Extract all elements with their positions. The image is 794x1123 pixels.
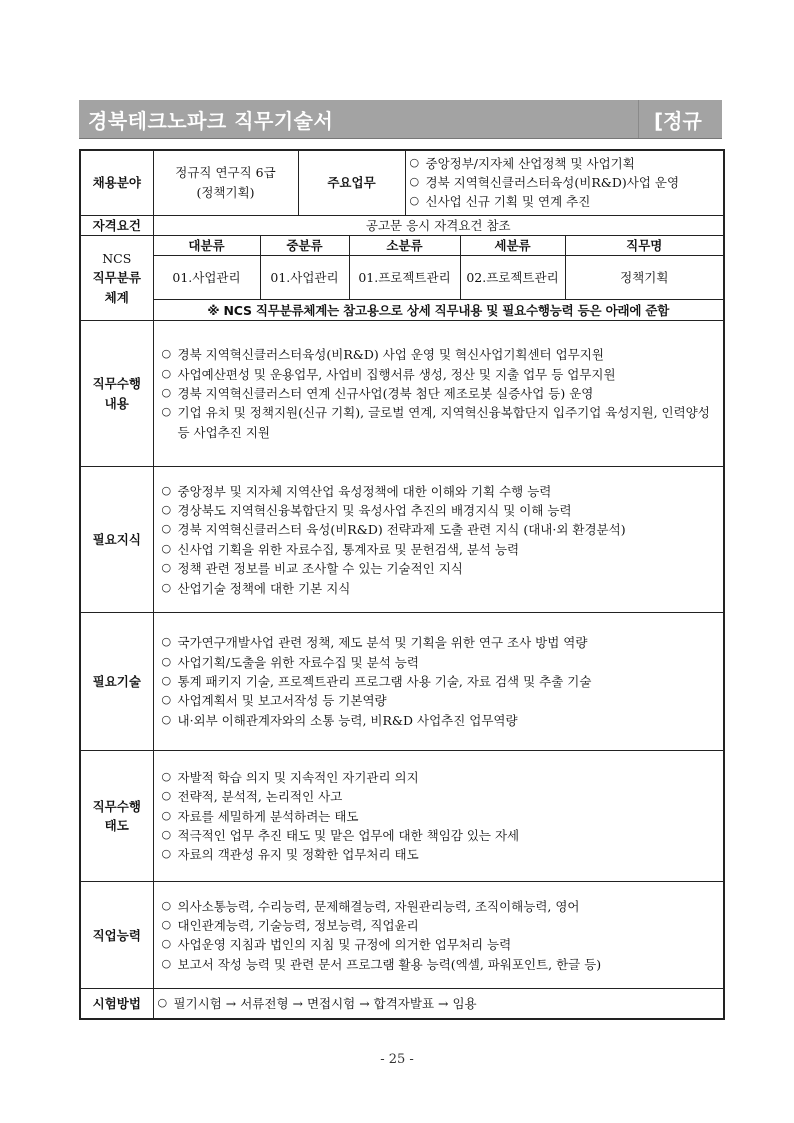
attitude-item: ○ 자료를 세밀하게 분석하려는 태도 [162, 807, 720, 826]
duty-item: ○ 신사업 신규 기획 및 연계 추진 [410, 192, 720, 211]
skills-item: ○ 사업기획/도출을 위한 자료수집 및 분석 능력 [162, 653, 720, 672]
exam-process-text: ○ 필기시험 → 서류전형 → 면접시험 → 합격자발표 → 임용 [158, 994, 720, 1013]
document-title-bar [79, 100, 722, 162]
ncs-label-line: NCS [102, 251, 132, 266]
skills-item: ○ 통계 패키지 기술, 프로젝트관리 프로그램 사용 기술, 자료 검색 및 추출 기술 [162, 672, 720, 691]
knowledge-item: ○ 산업기술 정책에 대한 기본 지식 [162, 579, 720, 598]
page-number: - 25 - [380, 1052, 414, 1067]
qualification-value: 공고문 응시 자격요건 참조 [153, 215, 724, 235]
duty-item: ○ 중앙정부/지자체 산업정책 및 사업기획 [410, 154, 720, 173]
duty-content-label [80, 321, 153, 467]
employment-type-tag: [정규직] [654, 109, 702, 162]
qualification-label: 자격요건 [80, 215, 153, 235]
skills-label: 필요기술 [80, 613, 153, 751]
ncs-value-job: 정책기획 [565, 256, 724, 300]
skills-list [153, 613, 724, 751]
position-subtitle: (정책기획) [196, 184, 255, 200]
attitude-label-line: 직무수행 [92, 798, 141, 814]
exam-label: 시험방법 [80, 989, 153, 1019]
qualification-row [80, 215, 724, 235]
knowledge-row [80, 467, 724, 613]
ncs-value-detail: 02.프로젝트관리 [460, 256, 565, 300]
competency-list [153, 882, 724, 989]
duty-content-item: ○ 사업예산편성 및 운용업무, 사업비 집행서류 생성, 정산 및 지출 업무 등 업무지원 [162, 365, 720, 384]
ncs-header-major: 대분류 [153, 235, 260, 255]
duty-content-item: ○ 경북 지역혁신클러스터 연계 신규사업(경북 첨단 제조로봇 실증사업 등) 운영 [162, 384, 720, 403]
competency-item: ○ 사업운영 지침과 법인의 지침 및 규정에 의거한 업무처리 능력 [162, 935, 720, 954]
recruit-position [153, 150, 298, 215]
ncs-notice: ※ NCS 직무분류체계는 참고용으로 상세 직무내용 및 필요수행능력 등은 아래에 준함 [153, 300, 724, 321]
knowledge-item: ○ 중앙정부 및 지자체 지역산업 육성정책에 대한 이해와 기획 수행 능력 [162, 482, 720, 501]
ncs-header-row [80, 235, 724, 255]
ncs-value-major: 01.사업관리 [153, 256, 260, 300]
document-title: 경북테크노파크 직무기술서 [88, 109, 334, 133]
duty-item: ○ 경북 지역혁신클러스터육성(비R&D)사업 운영 [410, 173, 720, 192]
ncs-label-line: 체계 [104, 289, 129, 305]
competency-row [80, 882, 724, 989]
recruit-row [80, 150, 724, 215]
duty-label: 주요업무 [298, 150, 405, 215]
ncs-value-row [80, 256, 724, 300]
knowledge-list [153, 467, 724, 613]
attitude-item: ○ 전략적, 분석적, 논리적인 사고 [162, 787, 720, 806]
duty-content-row [80, 321, 724, 467]
competency-item: ○ 보고서 작성 능력 및 관련 문서 프로그램 활용 능력(엑셀, 파워포인트, 한글 등) [162, 955, 720, 974]
exam-row [80, 989, 724, 1019]
ncs-header-middle: 중분류 [260, 235, 349, 255]
knowledge-item: ○ 신사업 기획을 위한 자료수집, 통계자료 및 문헌검색, 분석 능력 [162, 540, 720, 559]
ncs-header-job: 직무명 [565, 235, 724, 255]
ncs-label [80, 235, 153, 320]
main-duties [405, 150, 724, 215]
ncs-label-line: 직무분류 [92, 270, 141, 286]
skills-item: ○ 내·외부 이해관계자와의 소통 능력, 비R&D 사업추진 업무역량 [162, 711, 720, 730]
ncs-notice-row [80, 300, 724, 321]
duty-content-list [153, 321, 724, 467]
attitude-row [80, 751, 724, 882]
knowledge-item: ○ 경북 지역혁신클러스터 육성(비R&D) 전략과제 도출 관련 지식 (대내·외 환경분석) [162, 520, 720, 539]
skills-item: ○ 사업계획서 및 보고서작성 등 기본역량 [162, 691, 720, 710]
duty-content-item: ○ 기업 유치 및 정책지원(신규 기획), 글로벌 연계, 지역혁신융복합단지 입주기업 육성지원, 인력양성 등 사업추진 지원 [162, 403, 720, 442]
duty-content-label-line: 직무수행 [92, 376, 141, 392]
skills-item: ○ 국가연구개발사업 관련 정책, 제도 분석 및 기획을 위한 연구 조사 방법 역량 [162, 633, 720, 652]
attitude-item: ○ 자료의 객관성 유지 및 정확한 업무처리 태도 [162, 845, 720, 864]
skills-row [80, 613, 724, 751]
knowledge-item: ○ 정책 관련 정보를 비교 조사할 수 있는 기술적인 지식 [162, 559, 720, 578]
competency-item: ○ 의사소통능력, 수리능력, 문제해결능력, 자원관리능력, 조직이해능력, 영어 [162, 897, 720, 916]
recruit-label: 채용분야 [80, 150, 153, 215]
attitude-item: ○ 적극적인 업무 추진 태도 및 맡은 업무에 대한 책임감 있는 자세 [162, 826, 720, 845]
ncs-value-middle: 01.사업관리 [260, 256, 349, 300]
attitude-label-line: 태도 [104, 818, 129, 834]
duty-content-label-line: 내용 [104, 395, 129, 411]
duty-content-item: ○ 경북 지역혁신클러스터육성(비R&D) 사업 운영 및 혁신사업기획센터 업무지원 [162, 345, 720, 364]
knowledge-label: 필요지식 [80, 467, 153, 613]
attitude-item: ○ 자발적 학습 의지 및 지속적인 자기관리 의지 [162, 768, 720, 787]
title-divider [638, 100, 639, 138]
ncs-header-minor: 소분류 [349, 235, 460, 255]
job-description-table [79, 149, 725, 1020]
attitude-list [153, 751, 724, 882]
position-title: 정규직 연구직 6급 [175, 165, 276, 181]
competency-item: ○ 대인관계능력, 기술능력, 정보능력, 직업윤리 [162, 916, 720, 935]
exam-process [153, 989, 724, 1019]
attitude-label [80, 751, 153, 882]
ncs-value-minor: 01.프로젝트관리 [349, 256, 460, 300]
ncs-header-detail: 세분류 [460, 235, 565, 255]
competency-label: 직업능력 [80, 882, 153, 989]
knowledge-item: ○ 경상북도 지역혁신융복합단지 및 육성사업 추진의 배경지식 및 이해 능력 [162, 501, 720, 520]
